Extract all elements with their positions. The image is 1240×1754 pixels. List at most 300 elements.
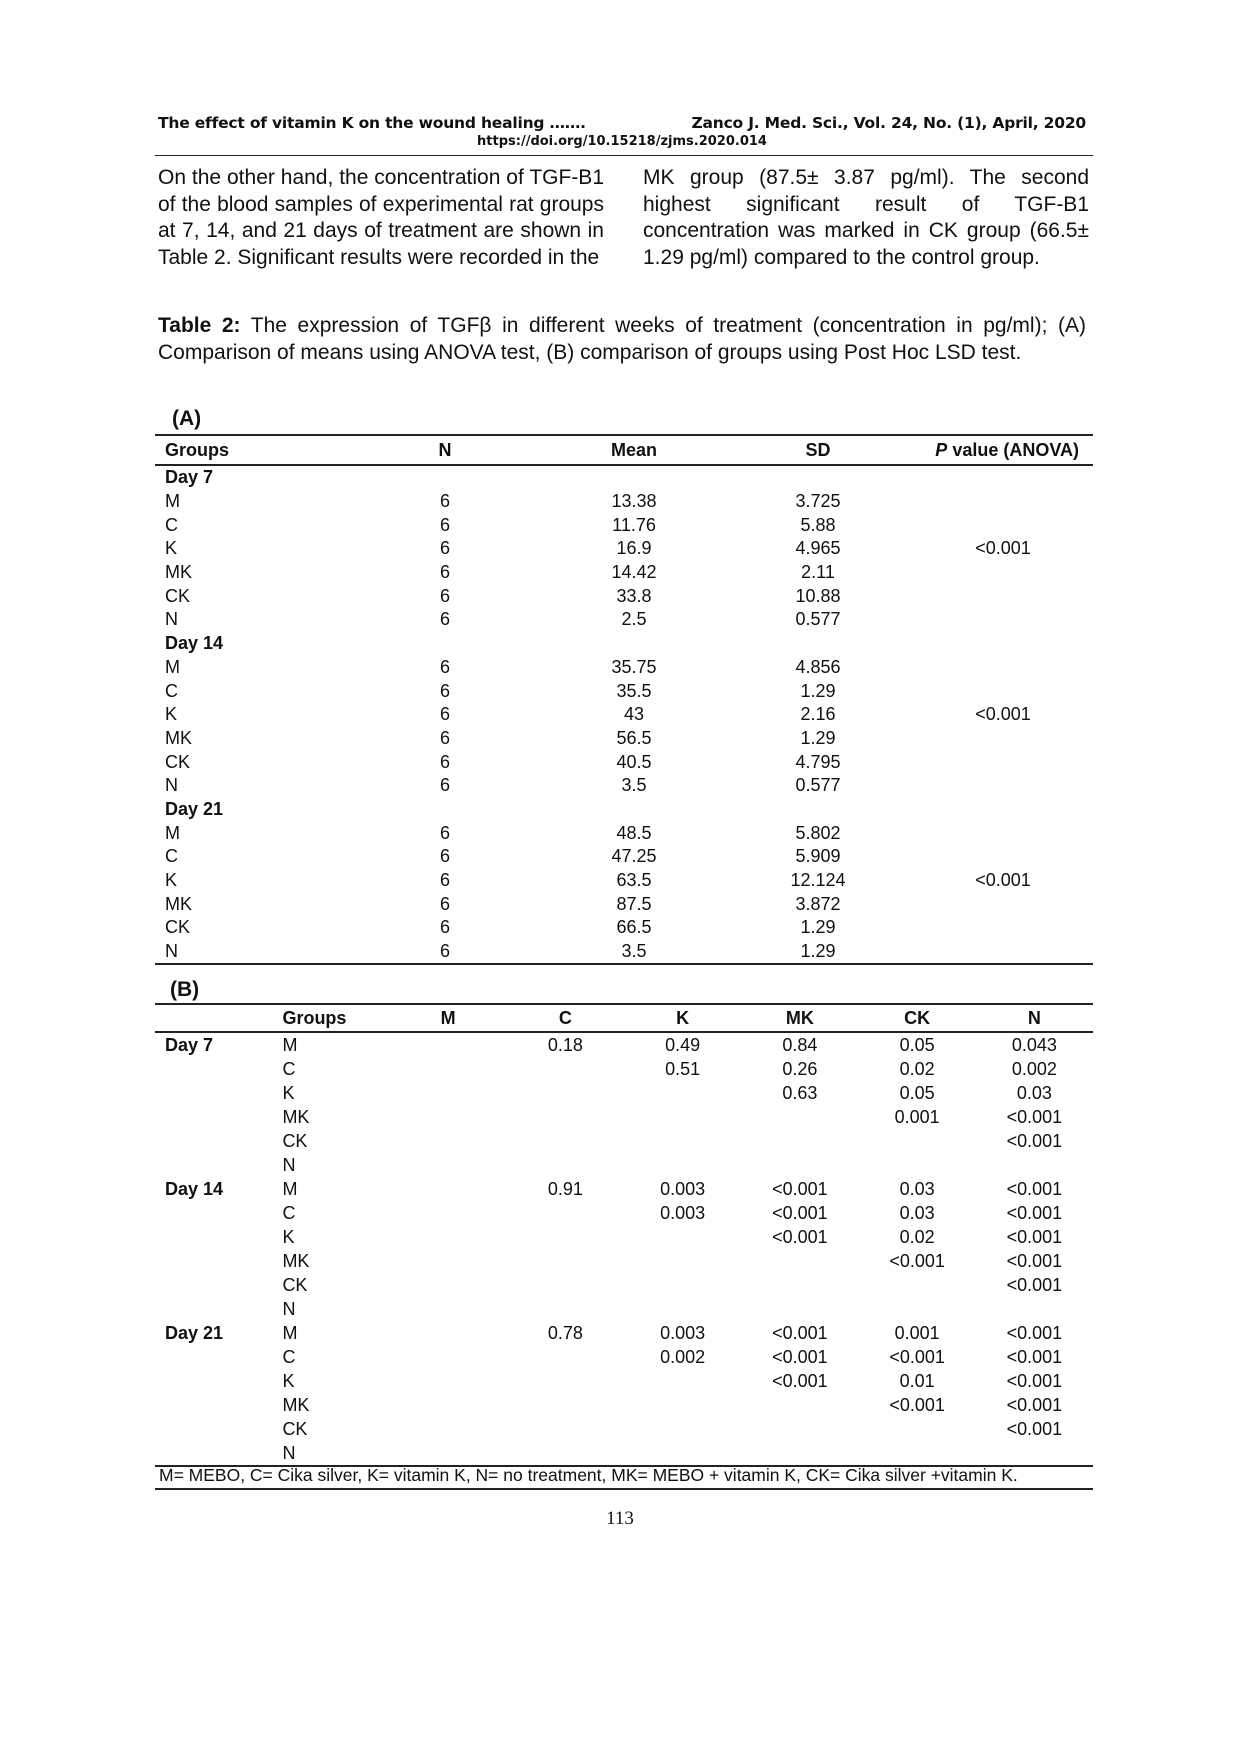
table-row [155,584,1093,608]
table-cell-empty [345,798,545,822]
table-row [155,656,1093,680]
cell-p-value: 0.002 [1011,1058,1057,1079]
cell-sd: 0.577 [795,609,841,630]
cell-p-value [389,1129,506,1153]
page-number: 113 [606,1508,634,1529]
cell-p-value [389,1177,506,1201]
header-empty [155,1004,282,1032]
cell-p-value [624,1273,741,1297]
table-row [155,892,1093,916]
table-cell-empty [913,892,1093,916]
cell-p-value [624,1105,741,1129]
cell-p-value [507,1393,624,1417]
running-header-title: The effect of vitamin K on the wound healing ……. [158,114,586,132]
cell-p-value: <0.001 [772,1178,828,1199]
cell-p-value [858,1129,975,1153]
cell-sd: 1.29 [800,727,836,748]
day-label: Day 14 [165,633,224,654]
table-row [155,1081,1093,1105]
table-cell-empty [913,727,1093,751]
cell-p-value: 0.043 [1011,1034,1057,1055]
cell-p-value: <0.001 [1006,1130,1063,1151]
cell-p-value [624,1249,741,1273]
cell-group: MK [165,893,192,914]
cell-p-value [389,1225,506,1249]
body-paragraph-right: MK group (87.5± 3.87 pg/ml). The second highest significant result of TGF-B1 concentration was marked in CK group (66.5± 1.29 pg/ml) compared to the control group. [643,166,1089,269]
cell-sd: 1.29 [800,917,836,938]
table-row [155,1177,1093,1201]
cell-p-value: <0.001 [1006,1178,1063,1199]
table-row [155,1032,1093,1057]
header-groups: Groups [155,435,345,465]
cell-p-value [976,1297,1093,1321]
cell-n: 6 [439,704,450,725]
cell-p-value: 0.001 [894,1106,940,1127]
cell-p-value: 0.51 [665,1058,701,1079]
table-row [155,1225,1093,1249]
table-cell-empty [155,1369,282,1393]
cell-n: 6 [439,491,450,512]
table-row [155,1369,1093,1393]
table-cell-empty [345,632,545,656]
cell-p-value [389,1393,506,1417]
cell-group: N [165,609,178,630]
cell-sd: 4.856 [795,656,841,677]
cell-p-value [741,1153,858,1177]
table-row [155,608,1093,632]
table-cell-empty [913,916,1093,940]
cell-mean: 35.75 [611,656,657,677]
cell-sd: 1.29 [800,680,836,701]
cell-group: M [165,491,180,512]
cell-p-value [389,1345,506,1369]
cell-p-value: 0.84 [782,1034,818,1055]
cell-n: 6 [439,680,450,701]
cell-n: 6 [439,893,450,914]
table-cell-empty [545,632,723,656]
table-row [155,1249,1093,1273]
cell-p-value [389,1105,506,1129]
cell-n: 6 [439,870,450,891]
table-cell-empty [723,465,913,490]
lsd-table-body [155,1032,1093,1466]
cell-p-value: <0.001 [1006,1394,1063,1415]
cell-p-value [507,1105,624,1129]
cell-group: MK [165,562,192,583]
cell-p-value: 0.002 [660,1346,706,1367]
cell-p-value [507,1201,624,1225]
cell-group: C [165,846,178,867]
cell-p-value: 0.01 [899,1370,935,1391]
cell-group: K [165,870,178,891]
day-label: Day 21 [165,1322,224,1343]
table-caption-label: Table 2: [158,314,241,337]
header-n: N [345,435,545,465]
header-n: N [976,1004,1093,1032]
table-row-day [155,632,1093,656]
cell-p-value [624,1393,741,1417]
cell-group: CK [165,751,191,772]
cell-n: 6 [439,917,450,938]
cell-p-value: 0.05 [899,1034,935,1055]
table-cell-empty [155,1129,282,1153]
cell-p-value: <0.001 [1006,1226,1063,1247]
cell-group: M [282,1034,298,1055]
lsd-table [155,1003,1093,1467]
cell-sd: 5.802 [795,822,841,843]
cell-p-value: 0.03 [899,1178,935,1199]
cell-p-value: <0.001 [1006,1274,1063,1295]
doi-link[interactable]: https://doi.org/10.15218/zjms.2020.014 [477,134,767,149]
cell-group: K [282,1226,295,1247]
cell-p-value: <0.001 [772,1346,828,1367]
cell-sd: 1.29 [723,940,913,965]
header-divider [155,155,1093,156]
cell-group: MK [282,1106,310,1127]
cell-p-value [507,1297,624,1321]
table-cell-empty [913,561,1093,585]
cell-mean: 13.38 [611,491,657,512]
header-mk: MK [741,1004,858,1032]
cell-mean: 43 [623,704,645,725]
cell-p-value [976,1153,1093,1177]
cell-group: K [165,538,178,559]
cell-mean: 47.25 [611,846,657,867]
anova-table [155,434,1093,965]
table-cell-empty [913,821,1093,845]
cell-mean: 56.5 [616,727,652,748]
lsd-table-header [155,1004,1093,1032]
header-mean: Mean [545,435,723,465]
cell-sd: 4.795 [795,751,841,772]
cell-p-value: <0.001 [1006,1106,1063,1127]
body-text [158,165,1089,300]
cell-group: MK [282,1250,310,1271]
cell-mean: 16.9 [616,538,652,559]
table-cell-empty [345,465,545,490]
cell-p-value: <0.001 [975,538,1031,559]
cell-p-value [741,1129,858,1153]
cell-mean: 3.5 [545,940,723,965]
cell-sd: 12.124 [790,870,846,891]
cell-sd: 2.16 [800,704,836,725]
table-cell-empty [913,608,1093,632]
table-row [155,1297,1093,1321]
cell-p-value [624,1081,741,1105]
cell-p-value [389,1032,506,1057]
table-cell-empty [913,679,1093,703]
cell-sd: 5.88 [800,514,836,535]
cell-p-value [389,1153,506,1177]
cell-n: 6 [439,846,450,867]
table-cell-empty [155,1153,282,1177]
anova-table-body [155,465,1093,964]
cell-p-value [389,1369,506,1393]
cell-p-value [624,1225,741,1249]
cell-p-value: 0.02 [899,1226,935,1247]
table-cell-empty [155,1201,282,1225]
table-cell-empty [155,1225,282,1249]
cell-group: N [282,1441,389,1466]
header-p-italic: P [935,439,948,460]
cell-p-value [389,1249,506,1273]
table-row [155,679,1093,703]
cell-p-value: <0.001 [1006,1346,1063,1367]
table-row [155,513,1093,537]
cell-group: C [282,1058,296,1079]
header-k: K [624,1004,741,1032]
cell-group: CK [282,1130,308,1151]
cell-p-value: 0.05 [899,1082,935,1103]
cell-n: 6 [439,656,450,677]
cell-sd: 3.725 [795,491,841,512]
cell-group: MK [282,1394,310,1415]
table-cell-empty [723,798,913,822]
cell-p-value: <0.001 [1006,1370,1063,1391]
table-cell-empty [155,1393,282,1417]
cell-sd: 2.11 [801,562,835,583]
table-row [155,940,1093,965]
cell-p-value: <0.001 [889,1250,945,1271]
cell-p-value [507,1345,624,1369]
header-p-value [913,435,1093,465]
cell-n: 6 [439,538,450,559]
cell-mean: 40.5 [616,751,652,772]
cell-p-value: <0.001 [772,1226,828,1247]
header-m: M [389,1004,506,1032]
cell-group: N [155,940,345,965]
table-a-label: (A) [172,407,202,430]
cell-group: M [165,656,180,677]
cell-p-value: <0.001 [772,1370,828,1391]
cell-mean: 63.5 [616,870,652,891]
cell-p-value: 0.001 [894,1322,940,1343]
table-cell-empty [155,1273,282,1297]
table-cell-empty [155,1081,282,1105]
cell-p-value [741,1249,858,1273]
table-cell-empty [913,750,1093,774]
cell-group: C [282,1202,296,1223]
cell-mean: 66.5 [616,917,652,938]
table-row [155,845,1093,869]
cell-group: N [165,775,178,796]
cell-p-value: <0.001 [1006,1322,1063,1343]
cell-mean: 2.5 [621,609,647,630]
table-row [155,490,1093,514]
cell-group: M [282,1178,298,1199]
cell-p-value: <0.001 [975,704,1031,725]
cell-p-value [507,1417,624,1441]
day-label: Day 21 [165,798,224,819]
cell-n: 6 [439,514,450,535]
cell-group: CK [165,917,191,938]
cell-n: 6 [439,822,450,843]
cell-mean: 3.5 [621,775,647,796]
cell-p-value [858,1273,975,1297]
table-row [155,869,1093,893]
table-cell-empty [913,798,1093,822]
cell-sd: 4.965 [795,538,841,559]
cell-p-value [507,1249,624,1273]
cell-n: 6 [439,585,450,606]
cell-mean: 14.42 [611,562,657,583]
cell-p-value: <0.001 [1006,1250,1063,1271]
cell-group: M [165,822,180,843]
cell-p-value [741,1297,858,1321]
cell-group: K [282,1370,295,1391]
table-b-label: (B) [170,978,200,1001]
table-row [155,1417,1093,1441]
table-cell-empty [913,465,1093,490]
table-row [155,561,1093,585]
table-caption-text: The expression of TGFβ in different weeks of treatment (concentration in pg/ml); (A) Comparison of means using ANOVA test, (B) comparison of groups using Post Hoc LSD test. [158,314,1087,364]
table-cell-empty [155,1105,282,1129]
table-cell-empty [155,1297,282,1321]
cell-p-value [389,1297,506,1321]
cell-p-value: 0.03 [899,1202,935,1223]
cell-p-value: <0.001 [772,1202,828,1223]
running-header-journal: Zanco J. Med. Sci., Vol. 24, No. (1), April, 2020 [691,114,1086,132]
table-row-day [155,798,1093,822]
table-row [155,703,1093,727]
cell-p-value: <0.001 [975,870,1031,891]
table-cell-empty [913,656,1093,680]
table-cell-empty [913,490,1093,514]
table-row [155,1345,1093,1369]
cell-p-value [389,1201,506,1225]
cell-group: K [282,1082,295,1103]
day-label: Day 7 [165,1034,214,1055]
cell-p-value [389,1417,506,1441]
table-cell-empty [155,1345,282,1369]
cell-p-value: 0.18 [547,1034,583,1055]
table-row [155,750,1093,774]
cell-group: C [282,1346,296,1367]
cell-p-value [507,1057,624,1081]
cell-n: 6 [439,775,450,796]
cell-mean: 11.76 [612,514,656,535]
cell-p-value [507,1153,624,1177]
cell-p-value [858,1297,975,1321]
table-row [155,1057,1093,1081]
table-cell-empty [545,798,723,822]
cell-p-value [624,1153,741,1177]
cell-p-value: 0.02 [899,1058,935,1079]
cell-n: 6 [439,751,450,772]
table-cell-empty [155,1057,282,1081]
header-ck: CK [858,1004,975,1032]
table-row-day [155,465,1093,490]
cell-p-value: <0.001 [772,1322,828,1343]
cell-group: K [165,704,178,725]
cell-sd: 0.577 [795,775,841,796]
cell-sd: 10.88 [795,585,841,606]
cell-p-value [507,1369,624,1393]
body-paragraph-left: On the other hand, the concentration of TGF-B1 of the blood samples of experimental rat groups at 7, 14, and 21 days of treatment are shown in Table 2. Significant results were recorded in the [158,166,604,269]
cell-p-value [507,1273,624,1297]
table-row [155,774,1093,798]
anova-table-header [155,435,1093,465]
cell-group: N [282,1154,296,1175]
cell-p-value [741,1417,858,1441]
table-row [155,1393,1093,1417]
table-cell-empty [913,940,1093,965]
cell-p-value: 0.003 [660,1322,706,1343]
cell-group: M [282,1322,298,1343]
cell-p-value [389,1321,506,1345]
cell-p-value [507,1129,624,1153]
cell-group: CK [165,585,191,606]
cell-p-value [858,1153,975,1177]
cell-p-value: 0.78 [547,1322,583,1343]
cell-p-value: 0.003 [660,1202,706,1223]
cell-sd: 3.872 [795,893,841,914]
cell-p-value [624,1369,741,1393]
header-p-rest: value (ANOVA) [947,439,1079,460]
cell-p-value: 0.003 [660,1178,706,1199]
table-cell-empty [913,513,1093,537]
day-label: Day 7 [165,467,214,488]
cell-p-value [389,1081,506,1105]
table-cell-empty [155,1417,282,1441]
table-row [155,727,1093,751]
cell-p-value [741,1105,858,1129]
cell-mean: 48.5 [616,822,652,843]
cell-p-value: 0.91 [547,1178,583,1199]
cell-p-value: <0.001 [1006,1418,1063,1439]
header-groups: Groups [282,1004,389,1032]
table-cell-empty [913,584,1093,608]
table-cell-empty [545,465,723,490]
cell-p-value [389,1057,506,1081]
cell-p-value: 0.26 [782,1058,818,1079]
table-row [155,821,1093,845]
cell-p-value [507,1081,624,1105]
table-cell-empty [913,774,1093,798]
cell-p-value: 0.63 [782,1082,818,1103]
table-row [155,1321,1093,1345]
cell-p-value: 0.03 [1016,1082,1052,1103]
table-row [155,1129,1093,1153]
cell-n: 6 [345,940,545,965]
cell-p-value [741,1393,858,1417]
cell-p-value [507,1225,624,1249]
cell-p-value: <0.001 [889,1394,945,1415]
table-footnote: M= MEBO, C= Cika silver, K= vitamin K, N= no treatment, MK= MEBO + vitamin K, CK= Cika silver +vitamin K. [155,1462,1093,1490]
table-row [155,537,1093,561]
table-cell-empty [155,1249,282,1273]
cell-p-value [389,1273,506,1297]
table-row [155,1273,1093,1297]
table-row [155,1201,1093,1225]
table-row [155,1153,1093,1177]
cell-n: 6 [439,609,450,630]
cell-p-value [858,1417,975,1441]
cell-group: C [165,680,178,701]
cell-group: CK [282,1418,308,1439]
day-label: Day 14 [165,1178,224,1199]
cell-p-value: <0.001 [1006,1202,1063,1223]
cell-p-value [741,1273,858,1297]
cell-p-value [624,1129,741,1153]
cell-sd: 5.909 [795,846,841,867]
cell-p-value: <0.001 [889,1346,945,1367]
cell-p-value [624,1297,741,1321]
table-cell-empty [723,632,913,656]
cell-group: C [165,514,178,535]
cell-group: N [282,1298,296,1319]
table-row [155,1105,1093,1129]
